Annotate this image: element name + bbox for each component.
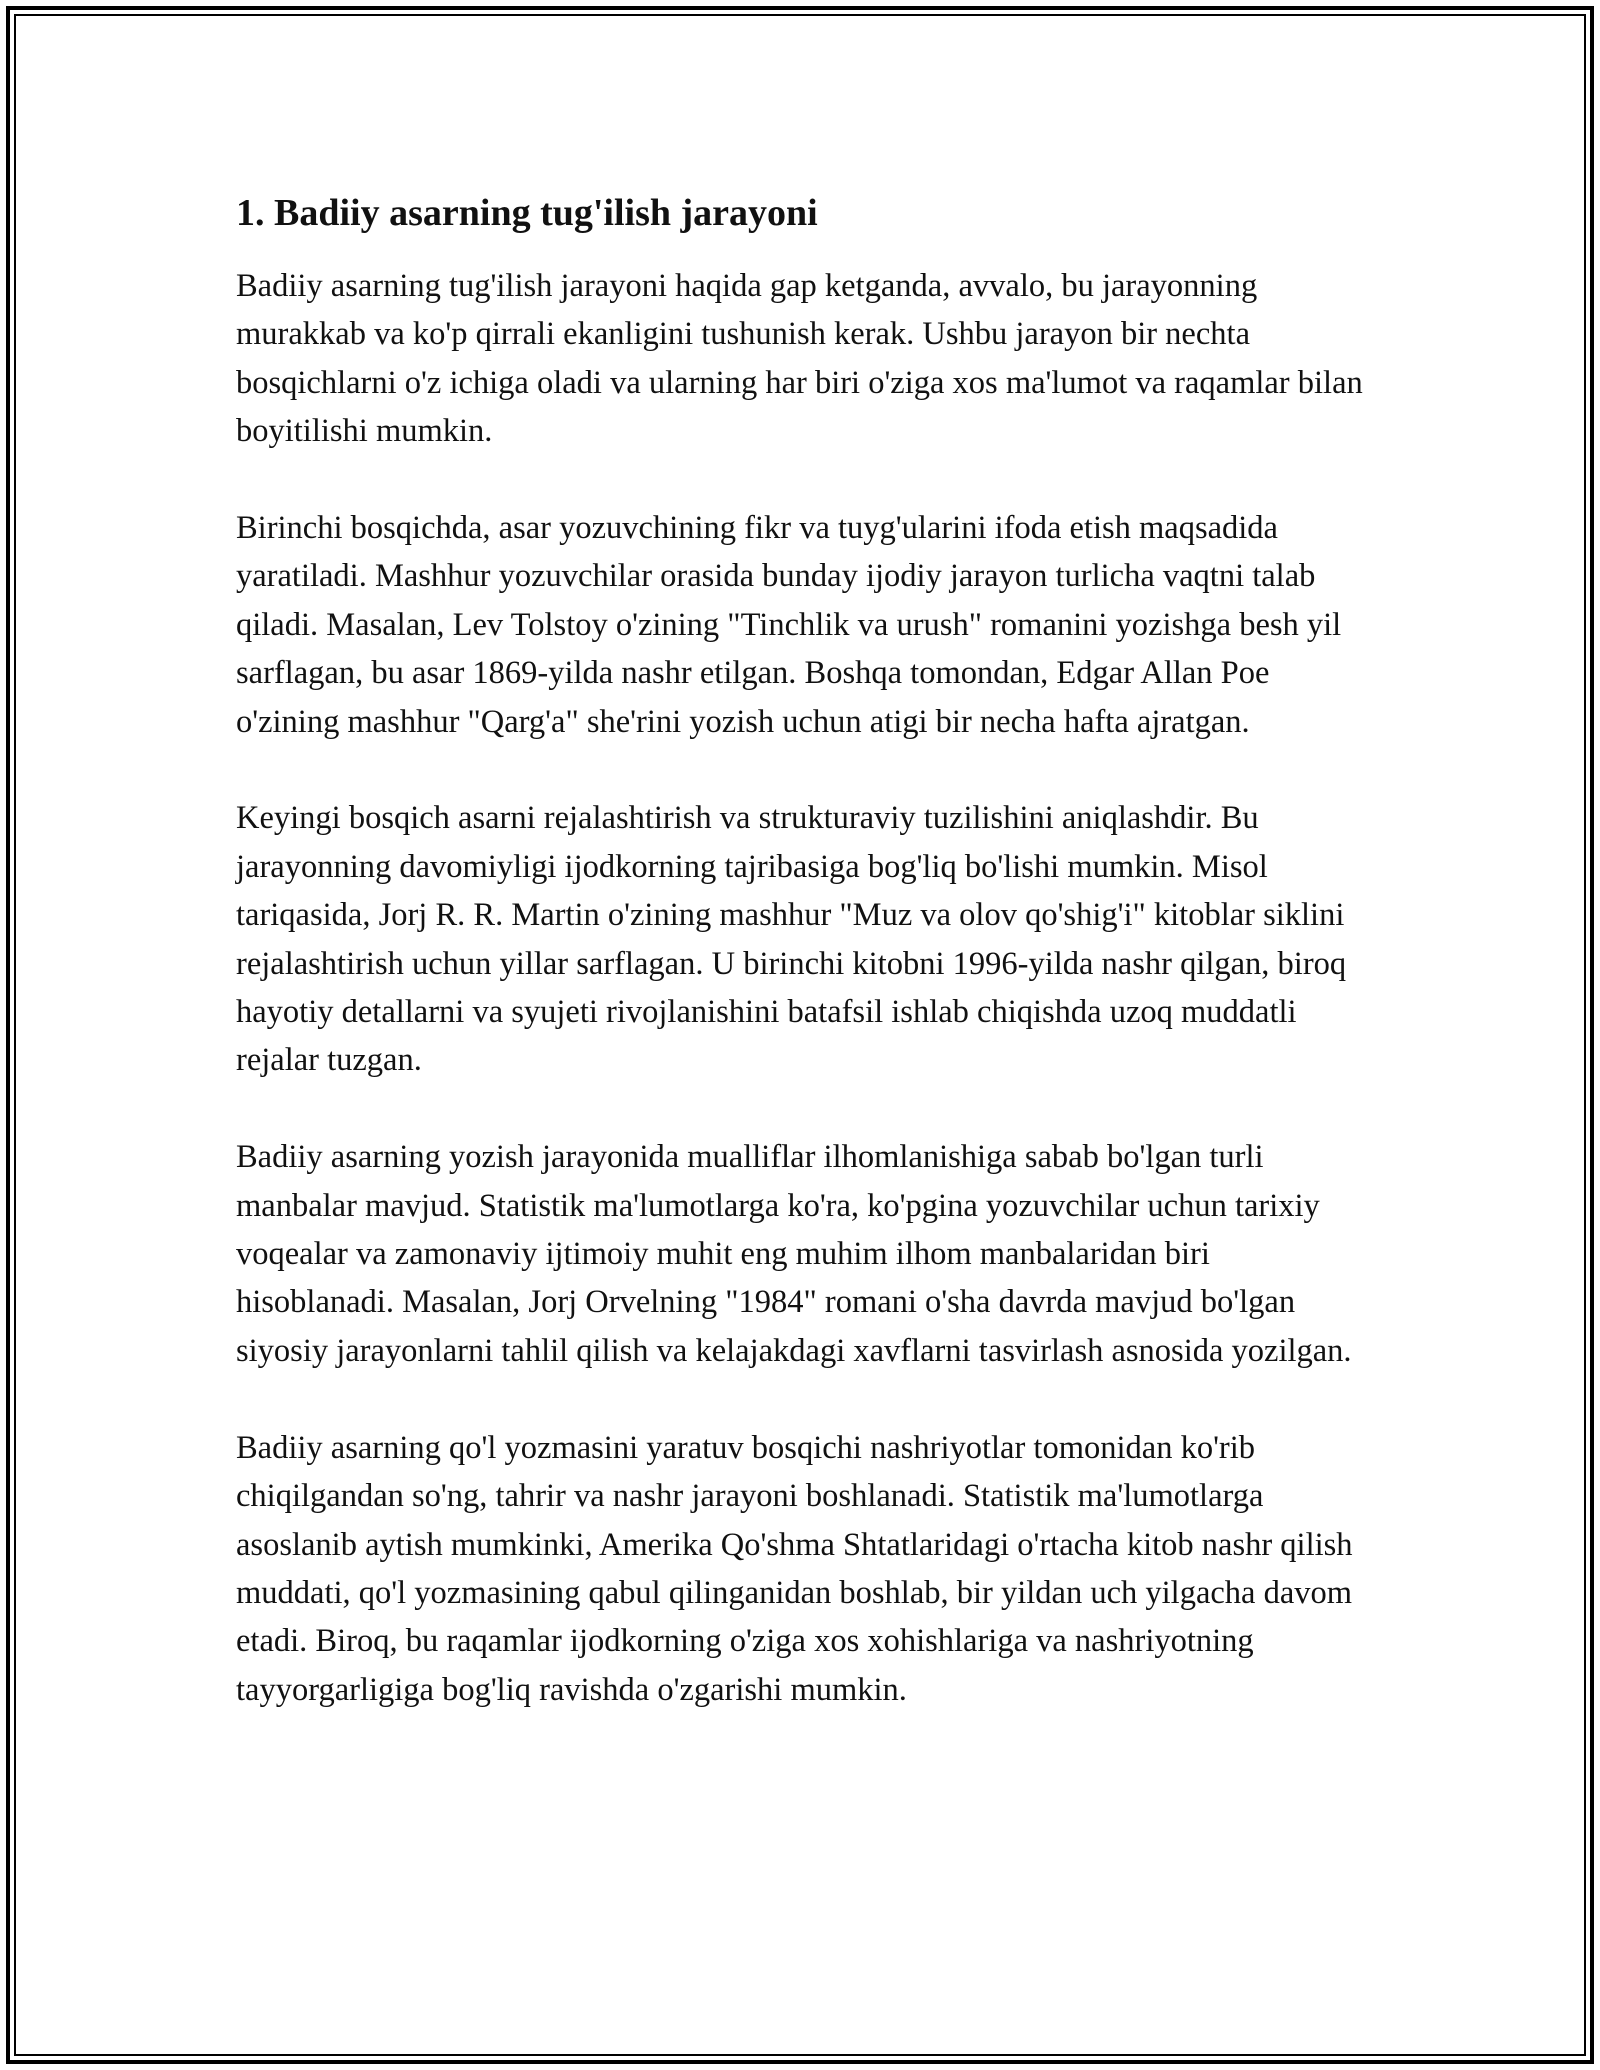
paragraph-planning-stage: Keyingi bosqich asarni rejalashtirish va strukturaviy tuzilishini aniqlashdir. Bu jarayonning davomiyligi ijodkorning tajribasiga bog'liq bo'lishi mumkin. Misol tariqasida, Jorj R. R. Martin o'zining mashhur "Muz va olov qo'shig'i" kitoblar siklini rejalashtirish uchun yillar sarflagan. U birinchi kitobni 1996-yilda nashr qilgan, biroq hayotiy detallarni va syujeti rivojlanishini batafsil ishlab chiqishda uzoq muddatli rejalar tuzgan. — [236, 800, 1347, 1079]
section-heading: 1. Badiiy asarning tug'ilish jarayoni — [236, 192, 818, 234]
paragraph-intro: Badiiy asarning tug'ilish jarayoni haqida gap ketganda, avvalo, bu jarayonning murakkab va ko'p qirrali ekanligini tushunish kerak. Ushbu jarayon bir nechta bosqichlarni o'z ichiga oladi va ularning har biri o'ziga xos ma'lumot va raqamlar bilan boyitilishi mumkin. — [236, 268, 1363, 450]
paragraph-first-stage: Birinchi bosqichda, asar yozuvchining fikr va tuyg'ularini ifoda etish maqsadida yaratiladi. Mashhur yozuvchilar orasida bunday ijodiy jarayon turlicha vaqtni talab qiladi. Masalan, Lev Tolstoy o'zining "Tinchlik va urush" romanini yozishga besh yil sarflagan, bu asar 1869-yilda nashr etilgan. Boshqa tomondan, Edgar Allan Poe o'zining mashhur "Qarg'a" she'rini yozish uchun atigi bir necha hafta ajratgan. — [236, 510, 1342, 740]
paragraph-publishing: Badiiy asarning qo'l yozmasini yaratuv bosqichi nashriyotlar tomonidan ko'rib chiqilgandan so'ng, tahrir va nashr jarayoni boshlanadi. Statistik ma'lumotlarga asoslanib aytish mumkinki, Amerika Qo'shma Shtatlaridagi o'rtacha kitob nashr qilish muddati, qo'l yozmasining qabul qilinganidan boshlab, bir yildan uch yilgacha davom etadi. Biroq, bu raqamlar ijodkorning o'ziga xos xohishlariga va nashriyotning tayyorgarligiga bog'liq ravishda o'zgarishi mumkin. — [236, 1429, 1353, 1708]
paragraph-inspiration: Badiiy asarning yozish jarayonida mualliflar ilhomlanishiga sabab bo'lgan turli manbalar mavjud. Statistik ma'lumotlarga ko'ra, ko'pgina yozuvchilar uchun tarixiy voqealar va zamonaviy ijtimoiy muhit eng muhim ilhom manbalaridan biri hisoblanadi. Masalan, Jorj Orvelning "1984" romani o'sha davrda mavjud bo'lgan siyosiy jarayonlarni tahlil qilish va kelajakdagi xavflarni tasvirlash asnosida yozilgan. — [236, 1139, 1352, 1369]
document-body — [236, 184, 1370, 1763]
